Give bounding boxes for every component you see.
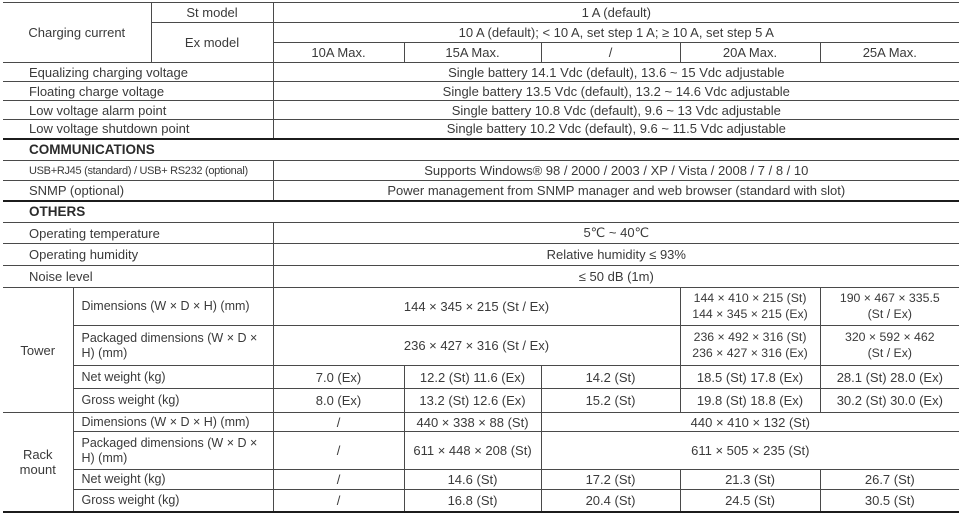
rack-gross-15a: 16.8 (St) bbox=[404, 490, 541, 512]
rack-gross-20a: 24.5 (St) bbox=[680, 490, 820, 512]
tower-packaged-20a-line2: 236 × 427 × 316 (Ex) bbox=[692, 345, 808, 360]
rack-packaged-15a: 611 × 448 × 208 (St) bbox=[404, 432, 541, 470]
row-equalizing-voltage bbox=[3, 63, 959, 82]
ex-col-15a: 15A Max. bbox=[404, 43, 541, 63]
tower-gross-10a: 8.0 (Ex) bbox=[273, 389, 404, 413]
rack-dimensions-span-value: 440 × 410 × 132 (St) bbox=[541, 413, 959, 432]
noise-level-value: ≤ 50 dB (1m) bbox=[273, 266, 959, 288]
ex-col-10a: 10A Max. bbox=[273, 43, 404, 63]
tower-dimensions-20a-line2: 144 × 345 × 215 (Ex) bbox=[692, 306, 808, 321]
usb-rj45-rs232-label: USB+RJ45 (standard) / USB+ RS232 (optional) bbox=[3, 161, 273, 181]
ex-col-25a: 25A Max. bbox=[820, 43, 959, 63]
tower-net-mid: 14.2 (St) bbox=[541, 366, 680, 389]
rack-packaged-span-value: 611 × 505 × 235 (St) bbox=[541, 432, 959, 470]
equalizing-voltage-value: Single battery 14.1 Vdc (default), 13.6 ~ 15 Vdc adjustable bbox=[273, 63, 959, 82]
row-operating-humidity bbox=[3, 244, 959, 266]
rack-dimensions-15a: 440 × 338 × 88 (St) bbox=[404, 413, 541, 432]
ex-col-20a: 20A Max. bbox=[680, 43, 820, 63]
row-others-header bbox=[3, 201, 959, 223]
st-model-value: 1 A (default) bbox=[273, 3, 959, 23]
low-voltage-shutdown-label: Low voltage shutdown point bbox=[3, 120, 273, 139]
tower-packaged-25a-line1: 320 × 592 × 462 bbox=[845, 329, 935, 344]
row-noise-level bbox=[3, 266, 959, 288]
tower-packaged-25a-line2: (St / Ex) bbox=[867, 345, 912, 360]
snmp-value: Power management from SNMP manager and web browser (standard with slot) bbox=[273, 181, 959, 201]
operating-humidity-label: Operating humidity bbox=[3, 244, 273, 266]
low-voltage-alarm-value: Single battery 10.8 Vdc (default), 9.6 ~ 13 Vdc adjustable bbox=[273, 101, 959, 120]
tower-packaged-label: Packaged dimensions (W × D × H) (mm) bbox=[73, 326, 273, 366]
row-operating-temperature bbox=[3, 223, 959, 244]
tower-dimensions-25a-line1: 190 × 467 × 335.5 bbox=[839, 290, 940, 305]
tower-packaged-20a-line1: 236 × 492 × 316 (St) bbox=[693, 329, 807, 344]
row-rack-net-weight bbox=[3, 470, 959, 490]
tower-dimensions-20a-value bbox=[680, 288, 820, 326]
tower-packaged-25a-value bbox=[820, 326, 959, 366]
rack-gross-weight-label: Gross weight (kg) bbox=[73, 490, 273, 512]
rack-net-weight-label: Net weight (kg) bbox=[73, 470, 273, 490]
tower-dimensions-span-value: 144 × 345 × 215 (St / Ex) bbox=[273, 288, 680, 326]
tower-net-15a: 12.2 (St) 11.6 (Ex) bbox=[404, 366, 541, 389]
charging-current-label: Charging current bbox=[3, 3, 151, 63]
row-tower-dimensions bbox=[3, 288, 959, 326]
row-charging-st bbox=[3, 3, 959, 23]
ex-col-slash: / bbox=[541, 43, 680, 63]
row-rack-packaged bbox=[3, 432, 959, 470]
operating-temperature-label: Operating temperature bbox=[3, 223, 273, 244]
rack-gross-10a: / bbox=[273, 490, 404, 512]
noise-level-label: Noise level bbox=[3, 266, 273, 288]
snmp-label: SNMP (optional) bbox=[3, 181, 273, 201]
rack-net-10a: / bbox=[273, 470, 404, 490]
row-floating-voltage bbox=[3, 82, 959, 101]
low-voltage-shutdown-value: Single battery 10.2 Vdc (default), 9.6 ~ 11.5 Vdc adjustable bbox=[273, 120, 959, 139]
others-section-header: OTHERS bbox=[3, 201, 959, 223]
row-usb bbox=[3, 161, 959, 181]
row-rack-dimensions bbox=[3, 413, 959, 432]
rack-net-15a: 14.6 (St) bbox=[404, 470, 541, 490]
tower-gross-20a: 19.8 (St) 18.8 (Ex) bbox=[680, 389, 820, 413]
row-low-voltage-alarm bbox=[3, 101, 959, 120]
equalizing-voltage-label: Equalizing charging voltage bbox=[3, 63, 273, 82]
tower-dimensions-25a-value bbox=[820, 288, 959, 326]
row-snmp bbox=[3, 181, 959, 201]
operating-temperature-value: 5℃ ~ 40℃ bbox=[273, 223, 959, 244]
low-voltage-alarm-label: Low voltage alarm point bbox=[3, 101, 273, 120]
rack-packaged-label: Packaged dimensions (W × D × H) (mm) bbox=[73, 432, 273, 470]
specification-table bbox=[3, 2, 959, 513]
row-tower-packaged bbox=[3, 326, 959, 366]
row-communications-header bbox=[3, 139, 959, 161]
tower-gross-mid: 15.2 (St) bbox=[541, 389, 680, 413]
rack-gross-mid: 20.4 (St) bbox=[541, 490, 680, 512]
rack-net-25a: 26.7 (St) bbox=[820, 470, 959, 490]
communications-section-header: COMMUNICATIONS bbox=[3, 139, 959, 161]
tower-dimensions-20a-line1: 144 × 410 × 215 (St) bbox=[693, 290, 807, 305]
rack-mount-group-label: Rack mount bbox=[3, 413, 73, 512]
tower-gross-weight-label: Gross weight (kg) bbox=[73, 389, 273, 413]
ex-model-value: 10 A (default); < 10 A, set step 1 A; ≥ 10 A, set step 5 A bbox=[273, 23, 959, 43]
row-tower-net-weight bbox=[3, 366, 959, 389]
row-tower-gross-weight bbox=[3, 389, 959, 413]
tower-net-20a: 18.5 (St) 17.8 (Ex) bbox=[680, 366, 820, 389]
row-rack-gross-weight bbox=[3, 490, 959, 512]
operating-humidity-value: Relative humidity ≤ 93% bbox=[273, 244, 959, 266]
floating-voltage-value: Single battery 13.5 Vdc (default), 13.2 ~ 14.6 Vdc adjustable bbox=[273, 82, 959, 101]
rack-dimensions-10a: / bbox=[273, 413, 404, 432]
tower-group-label: Tower bbox=[3, 288, 73, 413]
ex-model-label: Ex model bbox=[151, 23, 273, 63]
tower-net-25a: 28.1 (St) 28.0 (Ex) bbox=[820, 366, 959, 389]
floating-voltage-label: Floating charge voltage bbox=[3, 82, 273, 101]
rack-packaged-10a: / bbox=[273, 432, 404, 470]
rack-dimensions-label: Dimensions (W × D × H) (mm) bbox=[73, 413, 273, 432]
tower-dimensions-25a-line2: (St / Ex) bbox=[867, 306, 912, 321]
tower-net-weight-label: Net weight (kg) bbox=[73, 366, 273, 389]
rack-net-20a: 21.3 (St) bbox=[680, 470, 820, 490]
rack-net-mid: 17.2 (St) bbox=[541, 470, 680, 490]
tower-gross-25a: 30.2 (St) 30.0 (Ex) bbox=[820, 389, 959, 413]
row-low-voltage-shutdown bbox=[3, 120, 959, 139]
tower-packaged-span-value: 236 × 427 × 316 (St / Ex) bbox=[273, 326, 680, 366]
tower-packaged-20a-value bbox=[680, 326, 820, 366]
tower-gross-15a: 13.2 (St) 12.6 (Ex) bbox=[404, 389, 541, 413]
tower-dimensions-label: Dimensions (W × D × H) (mm) bbox=[73, 288, 273, 326]
tower-net-10a: 7.0 (Ex) bbox=[273, 366, 404, 389]
rack-gross-25a: 30.5 (St) bbox=[820, 490, 959, 512]
st-model-label: St model bbox=[151, 3, 273, 23]
usb-rj45-rs232-value: Supports Windows® 98 / 2000 / 2003 / XP / Vista / 2008 / 7 / 8 / 10 bbox=[273, 161, 959, 181]
